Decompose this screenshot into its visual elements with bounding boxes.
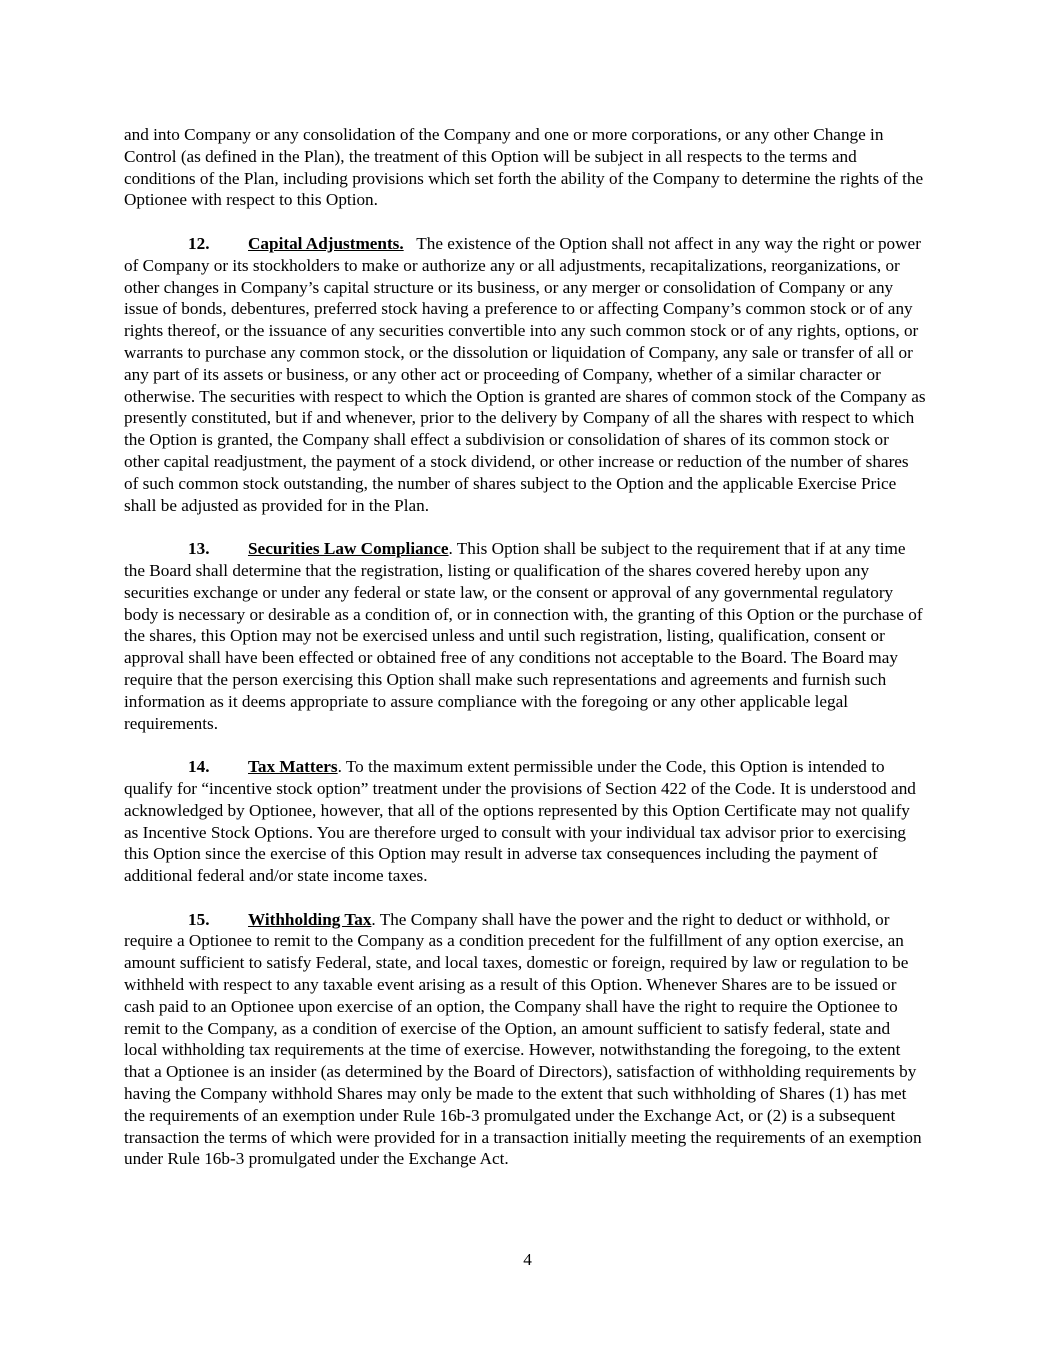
document-page bbox=[124, 124, 926, 1192]
section-15-body: . The Company shall have the power and the right to deduct or withhold, or require a Optionee to remit to the Company as a condition precedent for the fulfillment of any option exercise, an amount sufficient to satisfy Federal, state, and local taxes, domestic or foreign, required by law or regulation to be withheld with respect to any taxable event arising as a result of this Option. Whenever Shares are to be issued or cash paid to an Optionee upon exercise of an option, the Company shall have the right to require the Optionee to remit to the Company, as a condition of exercise of the Option, an amount sufficient to satisfy federal, state and local withholding tax requirements at the time of exercise. However, notwithstanding the foregoing, to the extent that a Optionee is an insider (as determined by the Board of Directors), satisfaction of withholding requirements by having the Company withhold Shares may only be made to the extent that such withholding of Shares (1) has met the requirements of an exemption under Rule 16b-3 promulgated under the Exchange Act, or (2) is a subsequent transaction the terms of which were provided for in a transaction initially meeting the requirements of an exemption under Rule 16b-3 promulgated under the Exchange Act. bbox=[124, 909, 922, 1169]
section-15-heading: Withholding Tax bbox=[248, 909, 372, 929]
section-12-number: 12. bbox=[188, 233, 210, 253]
section-15-number: 15. bbox=[188, 909, 210, 929]
section-13-number: 13. bbox=[188, 539, 210, 559]
continuation-paragraph: and into Company or any consolidation of the Company and one or more corporations, or any other Change in Control (as defined in the Plan), the treatment of this Option will be subject in all respects to the terms and conditions of the Plan, including provisions which set forth the ability of the Company to determine the rights of the Optionee with respect to this Option. bbox=[124, 125, 924, 210]
section-12-body: The existence of the Option shall not affect in any way the right or power of Company or its stockholders to make or authorize any or all adjustments, recapitalizations, reorganizations, or other changes in Company’s capital structure or its business, or any merger or consolidation of Company or any issue of bonds, debentures, preferred stock having a preference to or affecting Company’s common stock or of any rights thereof, or the issuance of any securities convertible into any such common stock or of any rights, options, or warrants to purchase any common stock, or the dissolution or liquidation of Company, any sale or transfer of all or any part of its assets or business, or any other act or proceeding of Company, whether of a similar character or otherwise. The securities with respect to which the Option is granted are shares of common stock of the Company as presently constituted, but if and whenever, prior to the delivery by Company of all the shares with respect to which the Option is granted, the Company shall effect a subdivision or consolidation of shares of its common stock or other capital readjustment, the payment of a stock dividend, or other increase or reduction of the number of shares of such common stock outstanding, the number of shares subject to the Option and the applicable Exercise Price shall be adjusted as provided for in the Plan. bbox=[124, 233, 926, 515]
section-13-paragraph bbox=[124, 538, 926, 734]
section-15-paragraph bbox=[124, 909, 926, 1171]
section-14-heading: Tax Matters bbox=[248, 757, 338, 777]
page-number: 4 bbox=[523, 1250, 532, 1269]
section-12-heading: Capital Adjustments. bbox=[248, 233, 404, 253]
section-12-paragraph bbox=[124, 233, 926, 516]
section-14-number: 14. bbox=[188, 757, 210, 777]
section-14-body: . To the maximum extent permissible under the Code, this Option is intended to qualify for “incentive stock option” treatment under the provisions of Section 422 of the Code. It is understood and acknowledged by Optionee, however, that all of the options represented by this Option Certificate may not qualify as Incentive Stock Options. You are therefore urged to consult with your individual tax advisor prior to exercising this Option since the exercise of this Option may result in adverse tax consequences including the payment of additional federal and/or state income taxes. bbox=[124, 757, 916, 886]
section-13-heading: Securities Law Compliance bbox=[248, 539, 449, 559]
section-13-body: . This Option shall be subject to the requirement that if at any time the Board shall determine that the registration, listing or qualification of the shares covered hereby upon any securities exchange or under any federal or state law, or the consent or approval of any governmental regulatory body is necessary or desirable as a condition of, or in connection with, the granting of this Option or the purchase of the shares, this Option may not be exercised unless and until such registration, listing, qualification, consent or approval shall have been effected or obtained free of any conditions not acceptable to the Board. The Board may require that the person exercising this Option shall make such representations and agreements and furnish such information as it deems appropriate to assure compliance with the foregoing or any other applicable legal requirements. bbox=[124, 539, 923, 733]
section-14-paragraph bbox=[124, 756, 926, 887]
